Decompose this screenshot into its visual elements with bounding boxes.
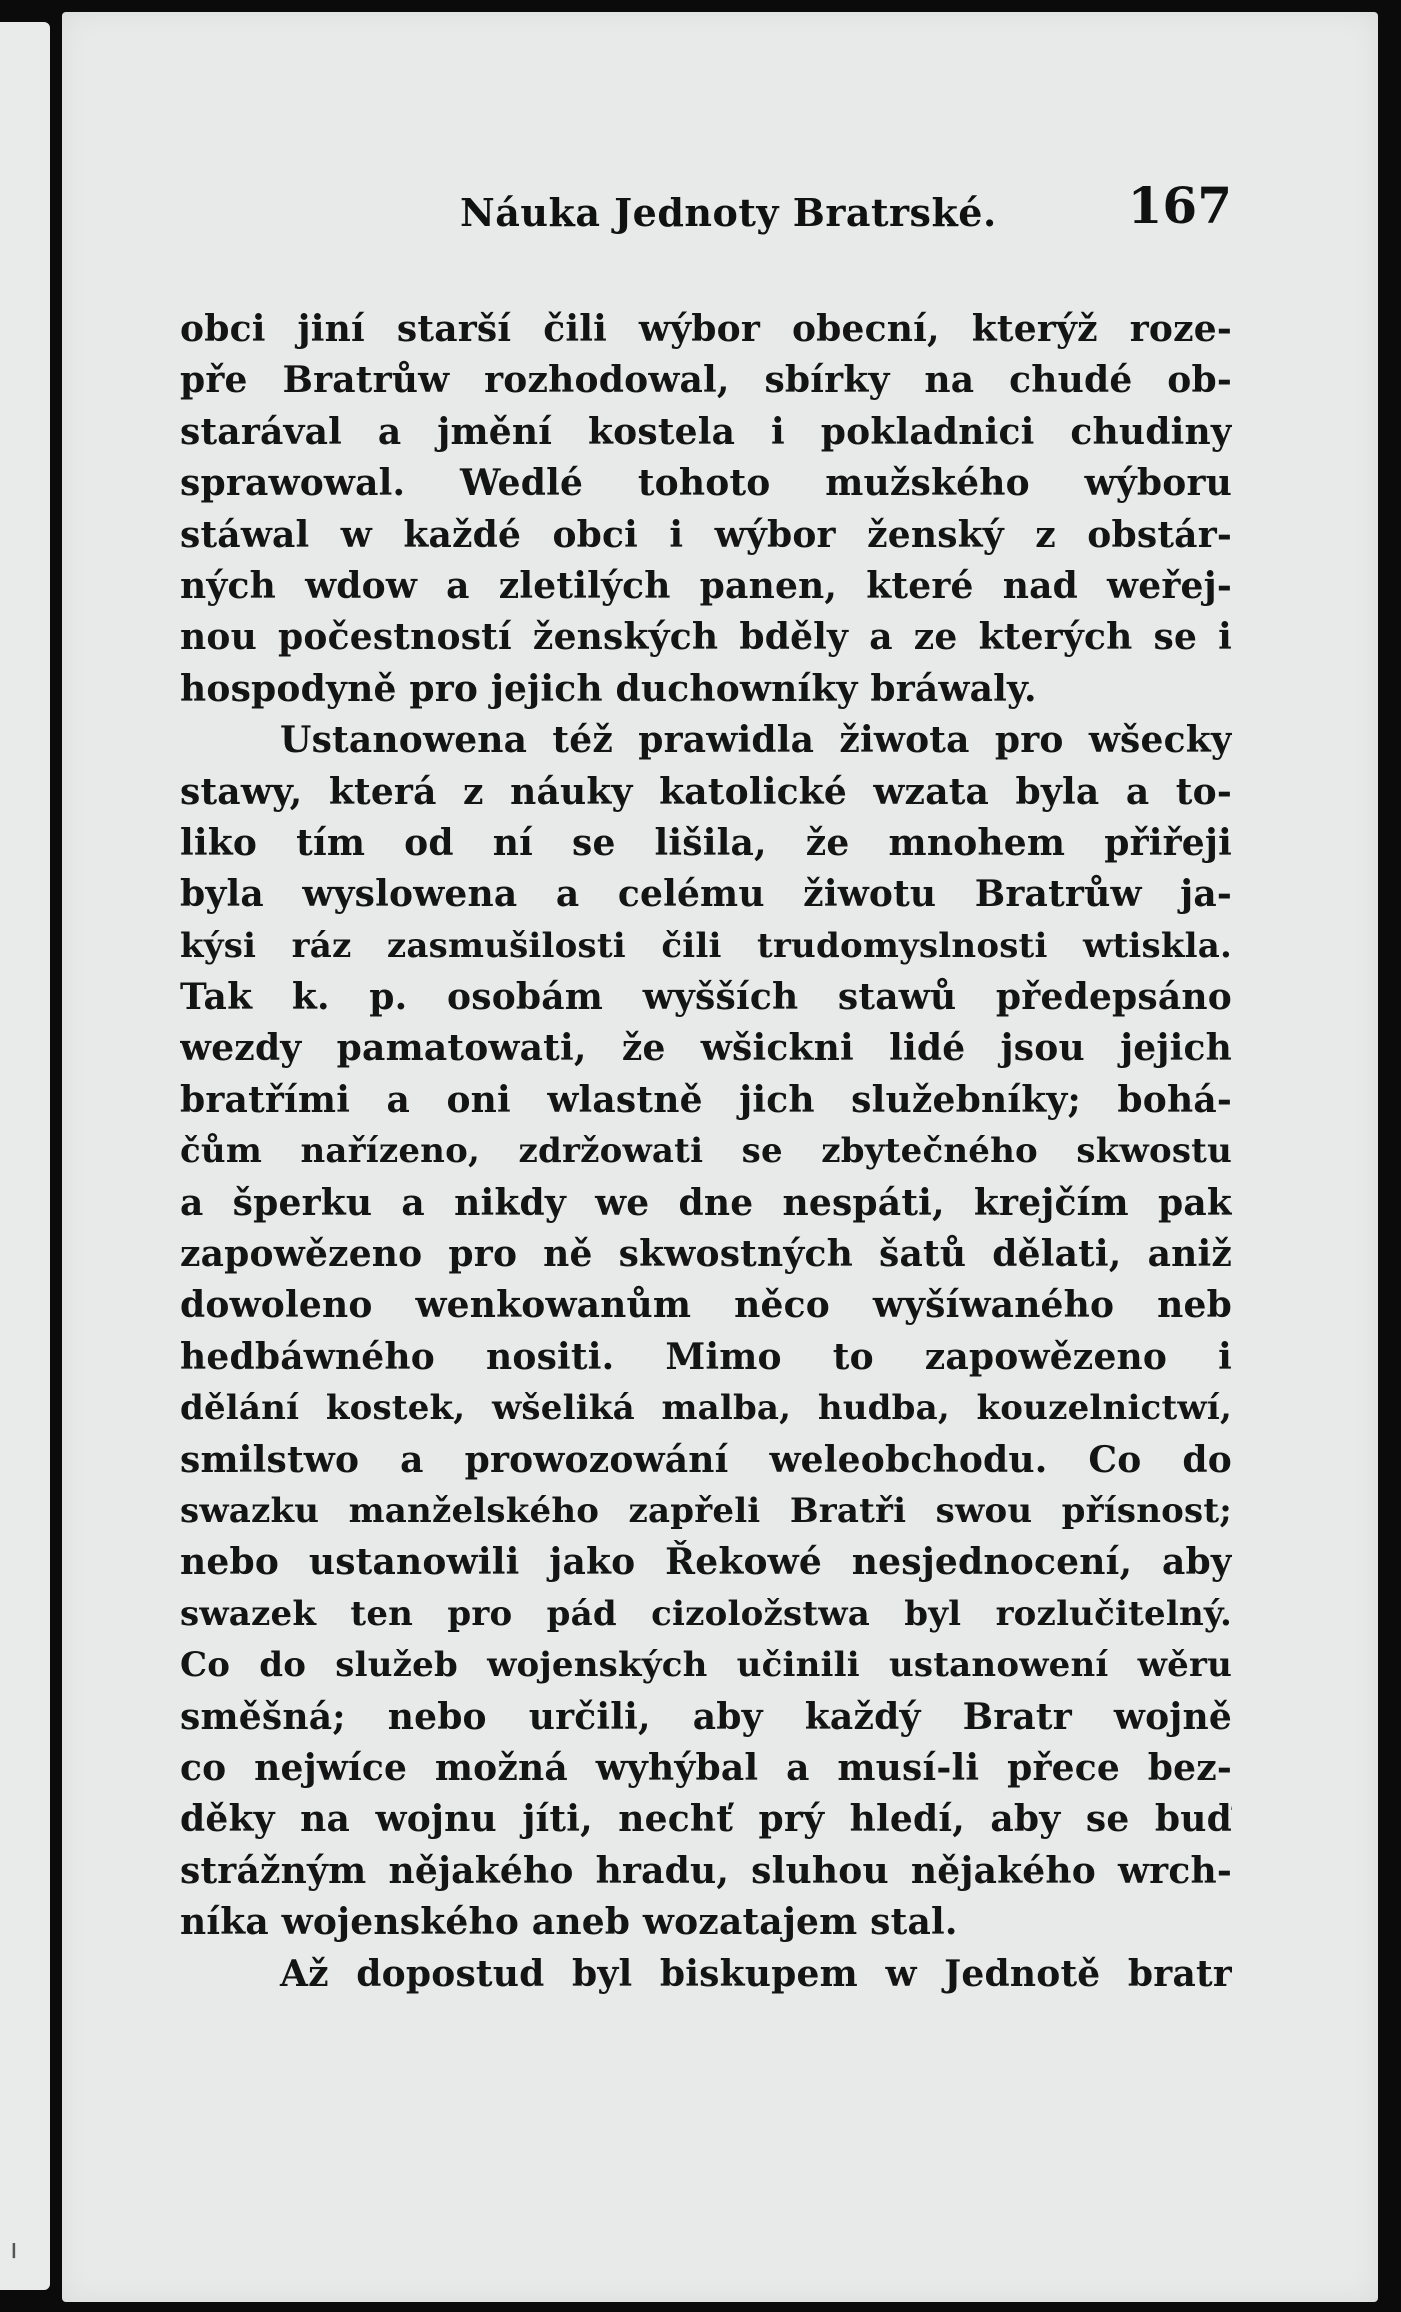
text-line: zapowězeno pro ně skwostných šatů dělati, aniž [180,1233,1232,1276]
text-line: Co do služeb wojenských učinili ustanowení wěru [180,1645,1232,1686]
text-line: níka wojenského aneb wozatajem stal. [180,1901,958,1944]
text-line: stawy, která z náuky katolické wzata byla a to- [180,770,1232,813]
text-line: dělání kostek, wšeliká malba, hudba, kouzelnictwí, [180,1388,1232,1429]
book-page [62,12,1378,2302]
text-line: sprawowal. Wedlé tohoto mužského wýboru [180,462,1232,505]
text-line: liko tím od ní se lišila, že mnohem přiřeji [180,821,1232,864]
text-line: strážným nějakého hradu, sluhou nějakého wrch- [180,1849,1232,1892]
text-line: nebo ustanowili jako Řekowé nesjednocení, aby [180,1541,1232,1584]
text-line: směšná; nebo určili, aby každý Bratr wojně [180,1695,1232,1738]
text-line: swazku manželského zapřeli Bratři swou přísnost; [180,1490,1232,1531]
text-line: byla wyslowena a celému žiwotu Bratrůw ja- [180,873,1232,916]
text-line: hedbáwného nositi. Mimo to zapowězeno i [180,1335,1232,1378]
page-number: 167 [1127,176,1232,235]
facing-page-edge [0,22,50,2290]
text-line: kýsi ráz zasmušilosti čili trudomyslnosti wtiskla. [180,925,1232,966]
body-text [180,304,1232,2000]
text-line: Tak k. p. osobám wyšších stawů předepsáno [180,976,1232,1019]
text-line: čům nařízeno, zdržowati se zbytečného skwostu [180,1131,1232,1172]
text-line: Ustanowena též prawidla žiwota pro wšecky [280,719,1232,762]
text-line: obci jiní starší čili wýbor obecní, kterýž roze- [180,308,1232,350]
text-line: wezdy pamatowati, že wšickni lidé jsou jejich [180,1027,1232,1070]
text-line: hospodyně pro jejich duchowníky bráwaly. [180,667,1037,710]
text-line: Až dopostud byl biskupem w Jednotě bratr [280,1952,1232,1995]
text-line: stáwal w každé obci i wýbor ženský z obstár- [180,513,1232,556]
text-line: smilstwo a prowozowání weleobchodu. Co do [180,1438,1232,1481]
text-line: ných wdow a zletilých panen, které nad weřej- [180,564,1232,607]
facing-page-mark: ı [10,2232,18,2265]
page-header [180,174,1232,244]
text-line: a šperku a nikdy we dne nespáti, krejčím pak [180,1181,1232,1224]
text-line: pře Bratrůw rozhodowal, sbírky na chudé ob- [180,359,1232,402]
text-line: dowoleno wenkowanům něco wyšíwaného neb [180,1284,1232,1327]
text-line: starával a jmění kostela i pokladnici chudiny [180,410,1232,453]
text-line: co nejwíce možná wyhýbal a musí-li přece bez- [180,1746,1232,1789]
text-line: bratřími a oni wlastně jich služebníky; bohá- [180,1078,1232,1121]
text-line: děky na wojnu jíti, nechť prý hledí, aby se buď [180,1798,1232,1841]
text-line: nou počestností ženských bděly a ze kterých se i [180,616,1232,659]
running-title: Náuka Jednoty Bratrské. [460,190,997,235]
text-line: swazek ten pro pád cizoložstwa byl rozlučitelný. [180,1593,1232,1634]
